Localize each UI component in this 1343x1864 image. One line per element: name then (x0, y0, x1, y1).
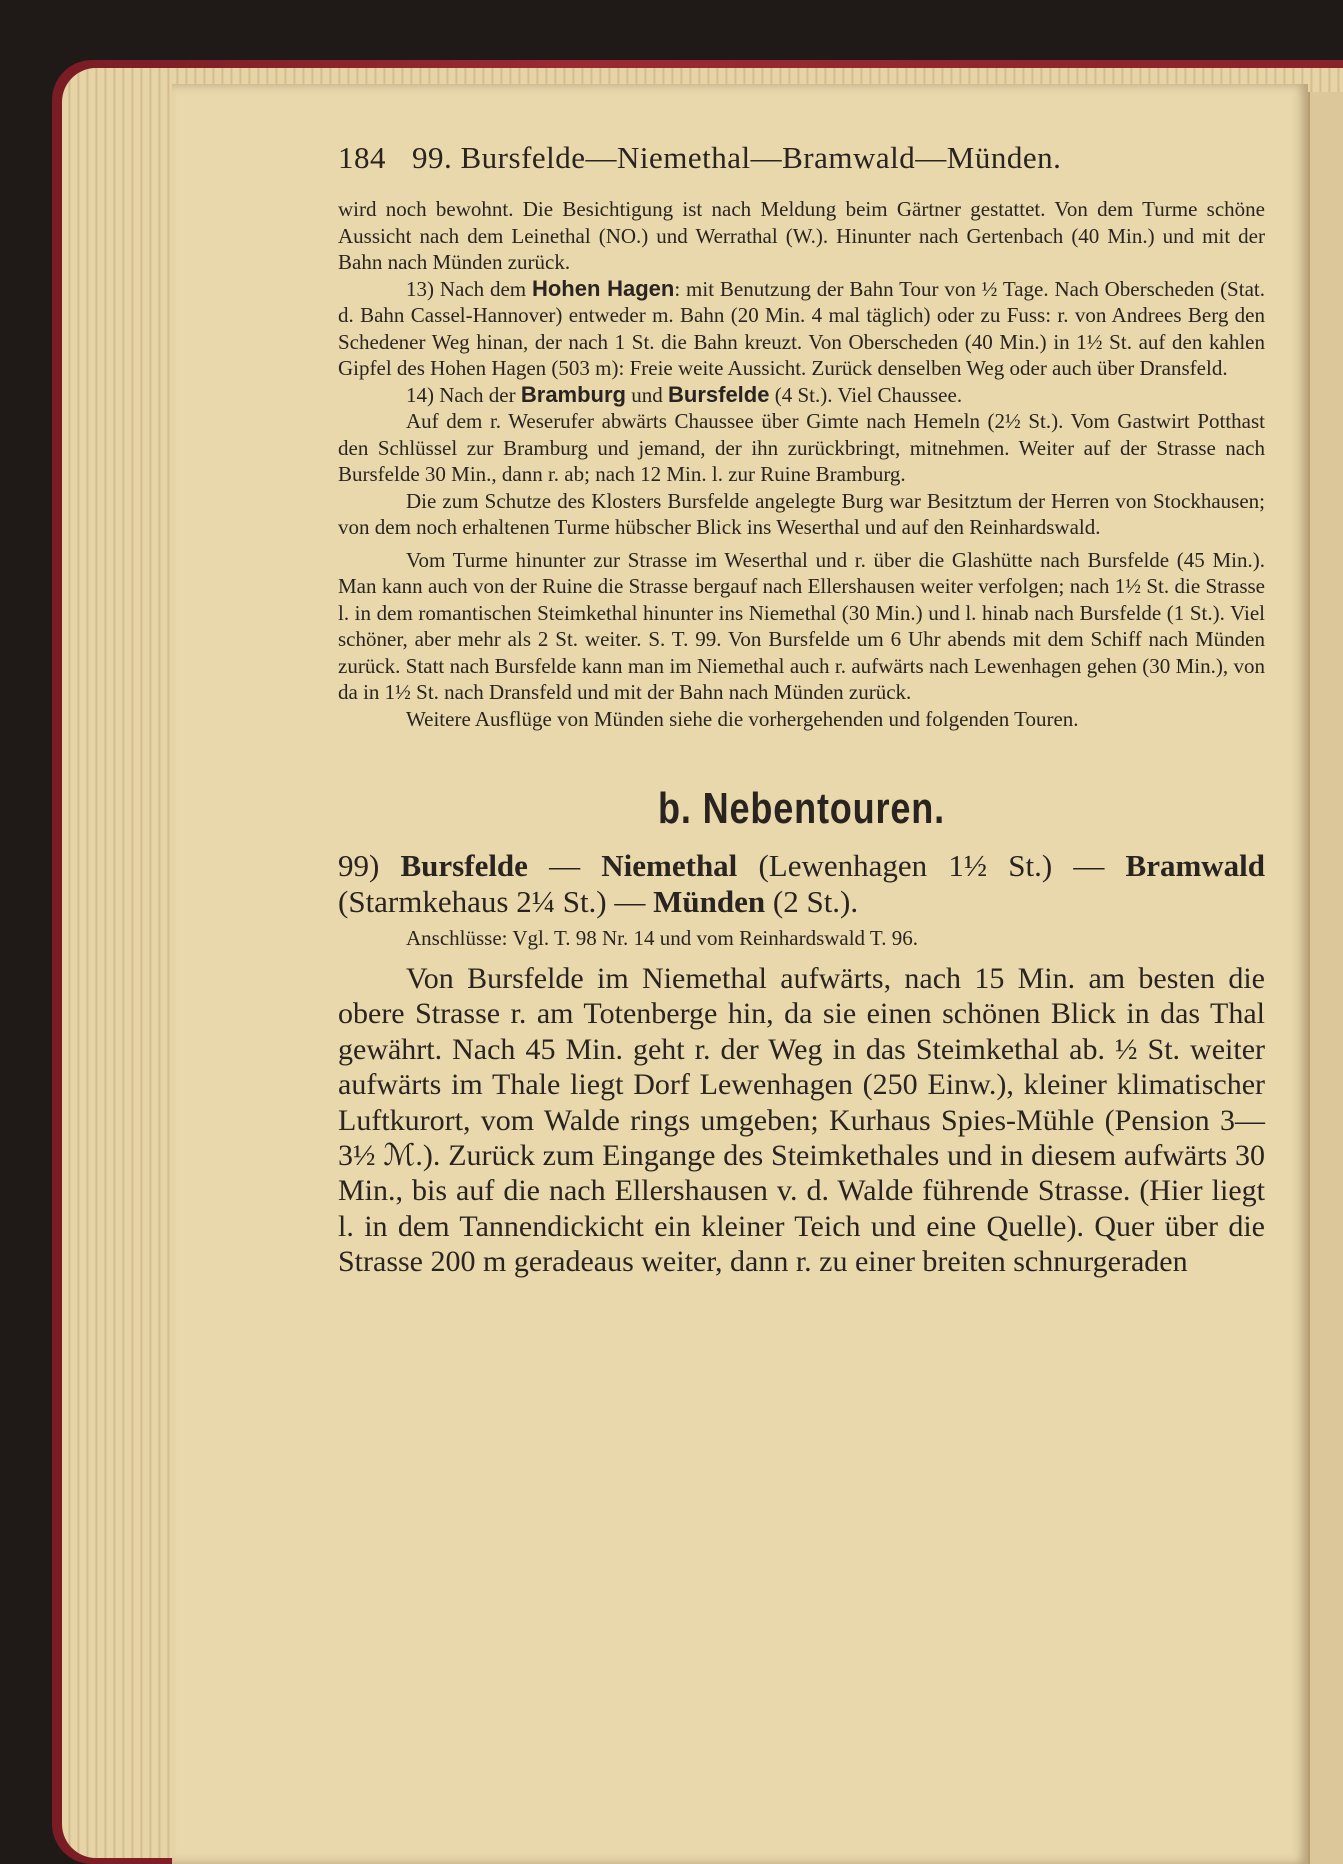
facing-page-edge (1308, 92, 1343, 1864)
tour-14: 14) Nach der Bramburg und Bursfelde (4 St.). Viel Chaussee. (406, 381, 963, 407)
paragraph: Von Bursfelde im Niemethal aufwärts, nach 15 Min. am besten die obere Strasse r. am Totenberge hin, da sie einen schönen Blick in das Thal gewährt. Nach 45 Min. geht r. der Weg in das Steimkethal ab. ½ St. weiter aufwärts im Thale liegt Dorf Lewenhagen (250 Einw.), kleiner klimatischer Luftkurort, vom Walde rings umgeben; Kurhaus Spies-Mühle (Pension 3—3½ ℳ.). Zurück zum Eingange des Steimkethales und in diesem aufwärts 30 Min., bis auf die nach Ellershausen v. d. Walde führende Strasse. (Hier liegt l. in dem Tannendickicht ein kleiner Teich und eine Quelle). Quer über die Strasse 200 m geradeaus weiter, dann r. zu einer breiten schnurgeraden (338, 962, 1265, 1279)
small-text-block (338, 196, 1265, 732)
paragraph: Vom Turme hinunter zur Strasse im Weserthal und r. über die Glashütte nach Bursfelde (45 Min.). Man kann auch von der Ruine die Strasse bergauf nach Ellershausen weiter verfolgen; nach 1½ St. die Strasse l. in dem romantischen Steimkethal hinunter ins Niemethal (30 Min.) und l. hinab nach Bursfelde (1 St.). Viel schöner, aber mehr als 2 St. weiter. S. T. 99. Von Bursfelde um 6 Uhr abends mit dem Schiff nach Münden zurück. Statt nach Bursfelde kann man im Niemethal auch r. aufwärts nach Lewenhagen gehen (30 Min.), von da in 1½ St. nach Dransfeld und mit der Bahn nach Münden zurück. (338, 547, 1265, 704)
paragraph: Die zum Schutze des Klosters Bursfelde angelegte Burg war Besitztum der Herren von Stockhausen; von dem noch erhaltenen Turme hübscher Blick ins Weserthal und auf den Reinhardswald. (338, 488, 1265, 539)
route-place: Niemethal (601, 848, 738, 883)
header-title: 99. Bursfelde—Niemethal—Bramwald—Münden. (412, 140, 1062, 175)
running-header (338, 140, 1265, 176)
tour-13: 13) Nach dem Hohen Hagen: mit Benutzung der Bahn Tour von ½ Tage. Nach Oberscheden (Stat. d. Bahn Cassel-Hannover) entweder m. Bahn (20 Min. 4 mal täglich) oder zu Fuss: r. von Andrees Berg den Schedener Weg hinan, der nach 1 St. die Bahn kreuzt. Von Oberscheden (40 Min.) in 1½ St. auf den kahlen Gipfel des Hohen Hagen (503 m): Freie weite Aussicht. Zurück denselben Weg oder auch über Dransfeld. (338, 275, 1265, 380)
route-heading: 99) Bursfelde — Niemethal (Lewenhagen 1½ St.) — Bramwald (Starmkehaus 2¼ St.) — Münden (2 St.). (338, 848, 1266, 919)
paragraph: Weitere Ausflüge von Münden siehe die vorhergehenden und folgenden Touren. (406, 706, 1079, 731)
large-text-block (338, 961, 1265, 1280)
route-place: Bramwald (1125, 848, 1266, 883)
page-number: 184 (338, 140, 386, 175)
tour-14-name-1: Bramburg (520, 381, 626, 407)
route-place: Bursfelde (400, 848, 528, 883)
tour-13-name: Hohen Hagen (531, 275, 675, 301)
paragraph: Auf dem r. Weserufer abwärts Chaussee über Gimte nach Hemeln (2½ St.). Vom Gastwirt Potthast den Schlüssel zur Bramburg und jemand, der ihn zurückbringt, mitnehmen. Weiter auf der Strasse nach Bursfelde 30 Min., dann r. ab; nach 12 Min. l. zur Ruine Bramburg. (338, 409, 1265, 486)
route-place: Münden (653, 884, 766, 919)
tour-14-name-2: Bursfelde (668, 381, 770, 407)
paragraph: wird noch bewohnt. Die Besichtigung ist nach Meldung beim Gärtner gestattet. Von dem Turme schöne Aussicht nach dem Leinethal (NO.) und Werrathal (W.). Hinunter nach Gertenbach (40 Min.) und mit der Bahn nach Münden zurück. (338, 197, 1265, 274)
connections-note: Anschlüsse: Vgl. T. 98 Nr. 14 und vom Reinhardswald T. 96. (406, 926, 918, 950)
page-content (338, 140, 1265, 1280)
section-title: b. Nebentouren. (658, 784, 945, 833)
